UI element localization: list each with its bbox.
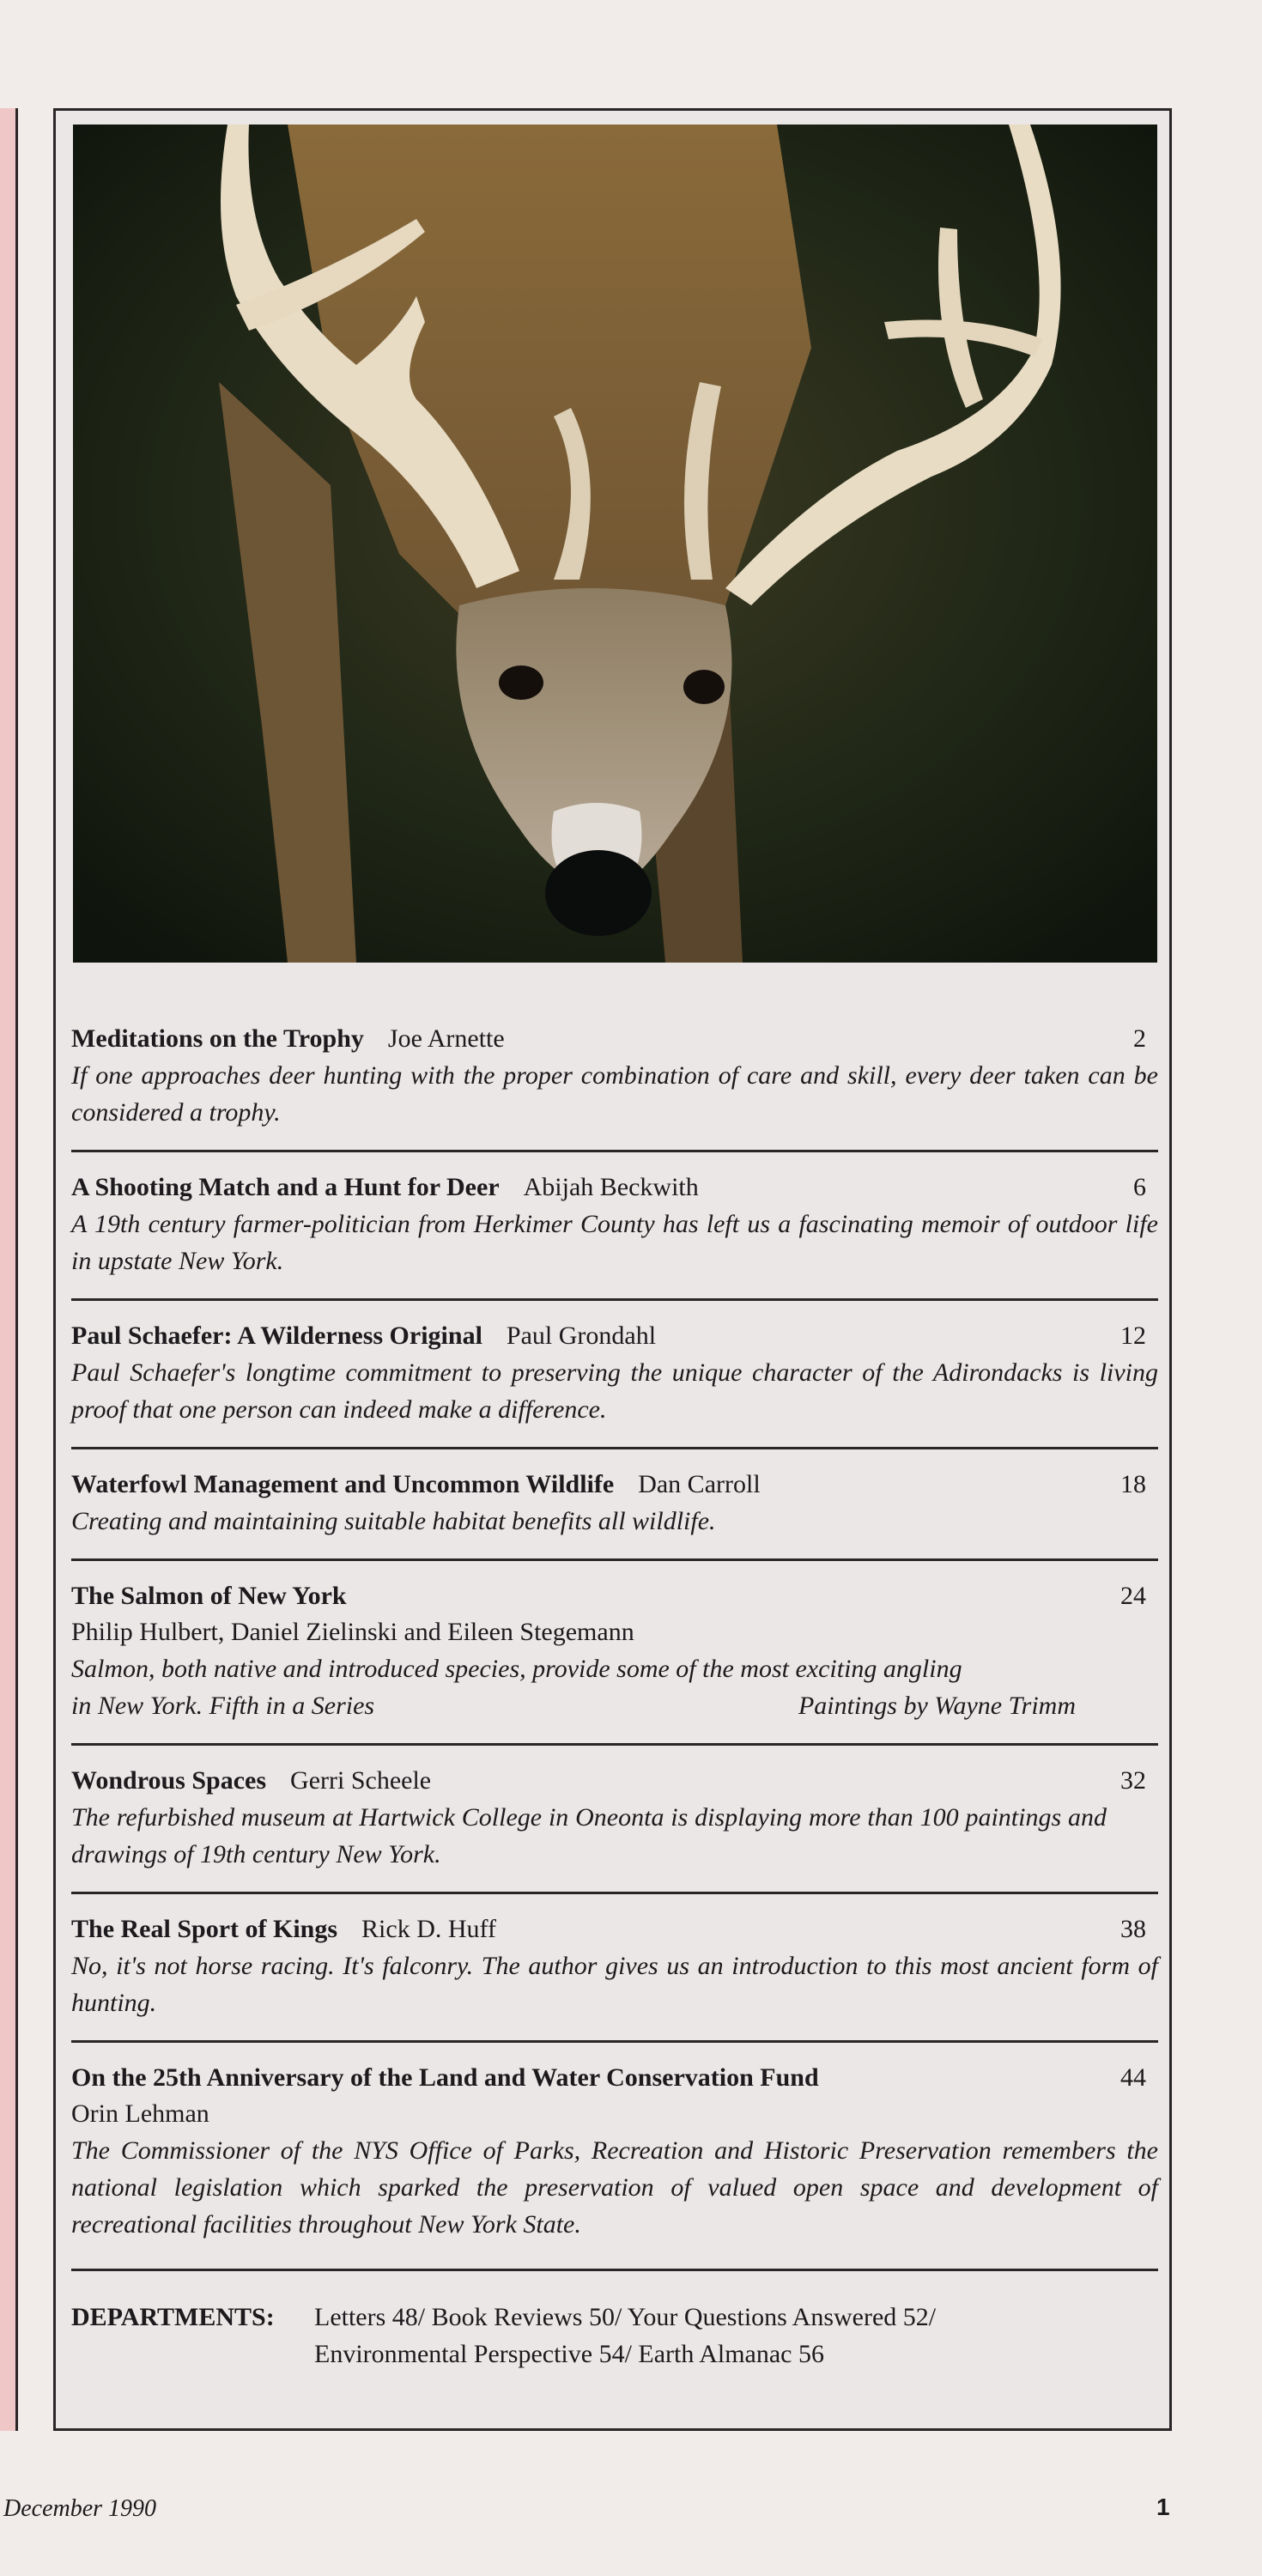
article-description: A 19th century farmer-politician from Herkimer County has left us a fascinating memoir of outdoor life in upstate New York. xyxy=(71,1210,1158,1275)
article-author: Joe Arnette xyxy=(387,1024,505,1053)
page-number: 38 xyxy=(1120,1915,1146,1943)
article-title: On the 25th Anniversary of the Land and Water Conservation Fund xyxy=(71,2063,819,2092)
page-number: 12 xyxy=(1120,1321,1146,1350)
page-number: 18 xyxy=(1120,1470,1146,1498)
contents-panel xyxy=(53,108,1172,2431)
departments-section xyxy=(71,2288,1158,2372)
departments-line-1[interactable]: Letters 48/ Book Reviews 50/ Your Questions Answered 52/ xyxy=(314,2303,937,2331)
article-description-end: in New York. Fifth in a Series xyxy=(71,1692,375,1720)
article-description: Paul Schaefer's longtime commitment to preserving the unique character of the Adirondacks is living proof that one person can indeed make a difference. xyxy=(71,1358,1158,1424)
page-number: 2 xyxy=(1133,1024,1146,1053)
article-description: Creating and maintaining suitable habitat benefits all wildlife. xyxy=(71,1507,716,1535)
departments-label: DEPARTMENTS: xyxy=(71,2303,275,2331)
toc-entry[interactable] xyxy=(71,1763,1158,1894)
article-title: Waterfowl Management and Uncommon Wildlife xyxy=(71,1470,615,1498)
toc-entry[interactable] xyxy=(71,1318,1158,1449)
article-author: Dan Carroll xyxy=(638,1470,761,1498)
cover-photo-deer xyxy=(73,125,1157,963)
article-title: The Salmon of New York xyxy=(71,1582,347,1610)
departments-line-2[interactable]: Environmental Perspective 54/ Earth Almanac 56 xyxy=(314,2340,824,2368)
toc-entry[interactable] xyxy=(71,1170,1158,1301)
article-description: No, it's not horse racing. It's falconry. The author gives us an introduction to this most ancient form of hunting. xyxy=(71,1952,1158,2017)
illustration-credit: Paintings by Wayne Trimm xyxy=(798,1692,1076,1720)
folio-page-number: 1 xyxy=(1156,2494,1170,2520)
toc-entry[interactable] xyxy=(71,1578,1158,1746)
toc-entry[interactable] xyxy=(71,2060,1158,2271)
issue-date: December 1990 xyxy=(3,2495,157,2522)
table-of-contents xyxy=(71,1021,1158,2372)
toc-entry[interactable] xyxy=(71,1911,1158,2043)
article-author: Rick D. Huff xyxy=(361,1915,496,1943)
toc-entry[interactable] xyxy=(71,1467,1158,1561)
article-description: The Commissioner of the NYS Office of Parks, Recreation and Historic Preservation remembers the national legislation which sparked the preservation of valued open space and development of recreational facilities throughout New York State. xyxy=(71,2136,1158,2239)
article-title: A Shooting Match and a Hunt for Deer xyxy=(71,1173,500,1201)
article-title: Meditations on the Trophy xyxy=(71,1024,364,1053)
article-author: Abijah Beckwith xyxy=(523,1173,699,1201)
page-number: 6 xyxy=(1133,1173,1146,1201)
article-authors: Philip Hulbert, Daniel Zielinski and Eileen Stegemann xyxy=(71,1618,634,1646)
article-title: Paul Schaefer: A Wilderness Original xyxy=(71,1321,482,1350)
article-description: If one approaches deer hunting with the proper combination of care and skill, every deer taken can be considered a trophy. xyxy=(71,1061,1158,1127)
article-title: The Real Sport of Kings xyxy=(71,1915,338,1943)
article-description: The refurbished museum at Hartwick College in Oneonta is displaying more than 100 paintings and drawings of 19th century New York. xyxy=(71,1803,1107,1868)
left-color-stripe xyxy=(0,108,18,2431)
article-author: Paul Grondahl xyxy=(506,1321,657,1350)
article-description: Salmon, both native and introduced species, provide some of the most exciting angling xyxy=(71,1655,962,1683)
article-title: Wondrous Spaces xyxy=(71,1766,267,1795)
page-number: 44 xyxy=(1120,2063,1146,2092)
article-author: Gerri Scheele xyxy=(290,1766,432,1795)
page-number: 24 xyxy=(1120,1582,1146,1610)
deer-illustration xyxy=(73,125,1157,963)
page-number: 32 xyxy=(1120,1766,1146,1795)
toc-entry[interactable] xyxy=(71,1021,1158,1152)
article-authors: Orin Lehman xyxy=(71,2099,209,2128)
